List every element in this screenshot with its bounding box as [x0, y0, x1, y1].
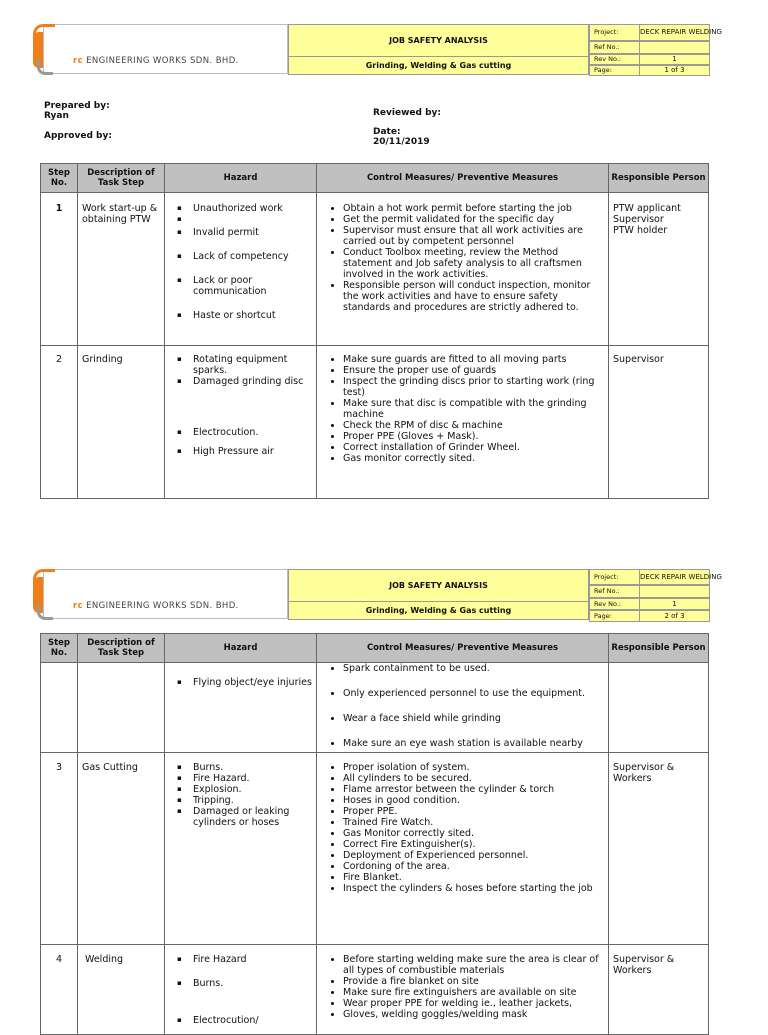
col-hazard: Hazard	[165, 164, 317, 193]
task-description: Grinding	[78, 346, 165, 499]
col-step: Step No.	[41, 164, 78, 193]
col-step: Step No.	[41, 634, 78, 663]
hazard-list: ▪ Rotating equipment sparks. ▪ Damaged grinding disc ▪ Electrocution. ▪ High Pressure air	[165, 346, 317, 499]
prepared-by: Prepared by: Ryan	[44, 101, 110, 121]
jsa-table-page2	[40, 633, 709, 1035]
control-measures: • Obtain a hot work permit before starting the job • Get the permit validated for the specific day • Supervisor must ensure that all work activities are carried out by competent personnel • Conduct Toolbox meeting, review the Method statement and Job safety analysis to all craftsmen involved in the work activities. • Responsible person will conduct inspection, monitor the work activities and have to ensure safety standards and procedures are strictly adhered to.	[317, 193, 609, 346]
logo-gray-mark	[37, 605, 53, 620]
hazard-list: ▪ Unauthorized work ▪ ▪ Invalid permit ▪ Lack of competency ▪ Lack or poor communication ▪ Haste or shortcut	[165, 193, 317, 346]
document-title: JOB SAFETY ANALYSIS	[288, 569, 589, 602]
meta-row-rev: Rev No.: 1	[589, 598, 710, 610]
meta-row-page: Page: 1 of 3	[589, 65, 710, 76]
company-name: rc ENGINEERING WORKS SDN. BHD.	[73, 601, 239, 611]
control-measures: • Proper isolation of system. • All cylinders to be secured. • Flame arrestor between the cylinder & torch • Hoses in good condition. • Proper PPE. • Trained Fire Watch. • Gas Monitor correctly sited. • Correct Fire Extinguisher(s). • Deployment of Experienced personnel. • Cordoning of the area. • Fire Blanket. • Inspect the cylinders & hoses before starting the job	[317, 753, 609, 945]
date-field: Date: 20/11/2019	[373, 127, 430, 147]
document-subtitle: Grinding, Welding & Gas cutting	[288, 56, 589, 75]
col-responsible: Responsible Person	[609, 164, 709, 193]
meta-row-rev: Rev No.: 1	[589, 54, 710, 65]
document-subtitle: Grinding, Welding & Gas cutting	[288, 601, 589, 620]
hazard-list: ▪ Fire Hazard ▪ Burns. ▪ Electrocution/	[165, 945, 317, 1035]
approved-by: Approved by:	[44, 131, 112, 141]
table-row: 4 Welding ▪ Fire Hazard ▪ Burns. ▪ Electrocution/ • Before starting welding make sure the area is clear of all types of combustible materials • Provide a fire blanket on site • Make sure fire extinguishers are available on site • Wear proper PPE for welding ie., leather jackets, • Gloves, welding goggles/welding mask Supervisor & Workers	[41, 945, 709, 1035]
col-description: Description of Task Step	[78, 164, 165, 193]
meta-row-project: Project: DECK REPAIR WELDING	[589, 569, 710, 585]
col-control: Control Measures/ Preventive Measures	[317, 634, 609, 663]
col-description: Description of Task Step	[78, 634, 165, 663]
meta-row-page: Page: 2 of 3	[589, 610, 710, 622]
meta-row-ref: Ref No.:	[589, 585, 710, 598]
table-row: 1 Work start-up & obtaining PTW ▪ Unauthorized work ▪ ▪ Invalid permit ▪ Lack of competency ▪ Lack or poor communication ▪ Haste or shortcut • Obtain a hot work permit before starting the job • Get the permit validated for the specific day • Supervisor must ensure that all work activities are carried out by competent personnel • Conduct Toolbox meeting, review the Method statement and Job safety analysis to all craftsmen involved in the work activities. • Responsible person will conduct inspection, monitor the work activities and have to ensure safety standards and procedures are strictly adhered to. PTW applicant Supervisor PTW holder	[41, 193, 709, 346]
control-measures: • Spark containment to be used. • Only experienced personnel to use the equipment. • Wear a face shield while grinding • Make sure an eye wash station is available nearby	[317, 663, 609, 753]
meta-row-ref: Ref No.:	[589, 41, 710, 54]
jsa-table-page1	[40, 163, 709, 499]
control-measures: • Make sure guards are fitted to all moving parts • Ensure the proper use of guards • Inspect the grinding discs prior to starting work (ring test) • Make sure that disc is compatible with the grinding machine • Check the RPM of disc & machine • Proper PPE (Gloves + Mask). • Correct installation of Grinder Wheel. • Gas monitor correctly sited.	[317, 346, 609, 499]
col-control: Control Measures/ Preventive Measures	[317, 164, 609, 193]
company-logo-box	[43, 24, 288, 74]
task-description: Welding	[78, 945, 165, 1035]
responsible-person: PTW applicant Supervisor PTW holder	[609, 193, 709, 346]
logo-gray-mark	[37, 60, 53, 75]
responsible-person: Supervisor & Workers	[609, 945, 709, 1035]
company-logo-box	[43, 569, 288, 619]
hazard-list: ▪ Burns. ▪ Fire Hazard. ▪ Explosion. ▪ Tripping. ▪ Damaged or leaking cylinders or hoses	[165, 753, 317, 945]
hazard-list: ▪ Flying object/eye injuries	[165, 663, 317, 753]
responsible-person: Supervisor	[609, 346, 709, 499]
col-responsible: Responsible Person	[609, 634, 709, 663]
reviewed-by: Reviewed by:	[373, 108, 441, 118]
col-hazard: Hazard	[165, 634, 317, 663]
task-description: Work start-up & obtaining PTW	[78, 193, 165, 346]
control-measures: • Before starting welding make sure the area is clear of all types of combustible materials • Provide a fire blanket on site • Make sure fire extinguishers are available on site • Wear proper PPE for welding ie., leather jackets, • Gloves, welding goggles/welding mask	[317, 945, 609, 1035]
meta-row-project: Project: DECK REPAIR WELDING	[589, 24, 710, 41]
company-name: rc ENGINEERING WORKS SDN. BHD.	[73, 56, 239, 66]
document-header-page2	[43, 569, 722, 620]
table-row: 2 Grinding ▪ Rotating equipment sparks. ▪ Damaged grinding disc ▪ Electrocution. ▪ High Pressure air • Make sure guards are fitted to all moving parts • Ensure the proper use of guards • Inspect the grinding discs prior to starting work (ring test) • Make sure that disc is compatible with the grinding machine • Check the RPM of disc & machine • Proper PPE (Gloves + Mask). • Correct installation of Grinder Wheel. • Gas monitor correctly sited. Supervisor	[41, 346, 709, 499]
task-description: Gas Cutting	[78, 753, 165, 945]
document-title: JOB SAFETY ANALYSIS	[288, 24, 589, 57]
table-row: 3 Gas Cutting ▪ Burns. ▪ Fire Hazard. ▪ Explosion. ▪ Tripping. ▪ Damaged or leaking cylinders or hoses • Proper isolation of system. • All cylinders to be secured. • Flame arrestor between the cylinder & torch • Hoses in good condition. • Proper PPE. • Trained Fire Watch. • Gas Monitor correctly sited. • Correct Fire Extinguisher(s). • Deployment of Experienced personnel. • Cordoning of the area. • Fire Blanket. • Inspect the cylinders & hoses before starting the job Supervisor & Workers	[41, 753, 709, 945]
responsible-person: Supervisor & Workers	[609, 753, 709, 945]
document-header	[43, 24, 722, 75]
table-row	[41, 663, 709, 753]
